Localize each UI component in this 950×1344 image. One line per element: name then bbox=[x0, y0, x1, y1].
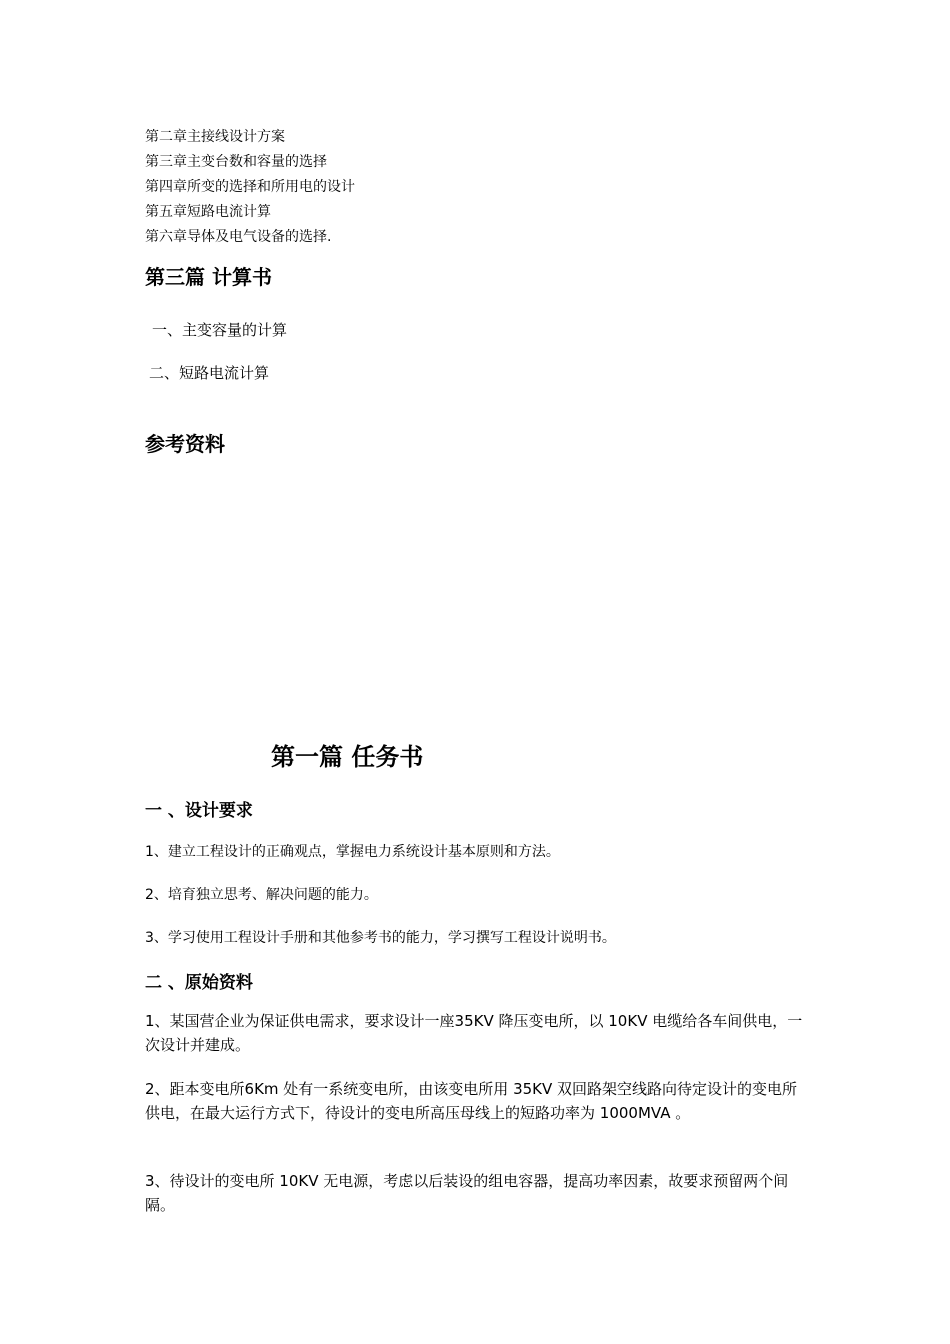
toc-chapter-num: 第四章 bbox=[145, 179, 187, 195]
references-title: 参考资料 bbox=[145, 432, 225, 456]
toc-chapter-num: 第二章 bbox=[145, 129, 187, 145]
toc-chapter-title: 主接线设计方案 bbox=[187, 129, 285, 145]
raw-data-paragraph-2: 2、距本变电所6Km 处有一系统变电所，由该变电所用 35KV 双回路架空线路向待定设计的变电所供电，在最大运行方式下，待设计的变电所高压母线上的短路功率为 1000MVA 。 bbox=[145, 1080, 798, 1122]
raw-data-paragraph-3: 3、待设计的变电所 10KV 无电源，考虑以后装设的组电容器，提高功率因素，故要求预留两个间隔。 bbox=[145, 1172, 789, 1214]
section-raw-data-heading: 二 、原始资料 bbox=[145, 973, 253, 993]
toc-chapter-num: 第五章 bbox=[145, 204, 187, 220]
toc-chapter-title: 所变的选择和所用电的设计 bbox=[187, 179, 355, 195]
toc-chapter-title: 导体及电气设备的选择. bbox=[187, 229, 332, 245]
requirement-item-1: 1、建立工程设计的正确观点，掌握电力系统设计基本原则和方法。 bbox=[145, 844, 560, 860]
toc-chapter-num: 第三章 bbox=[145, 154, 187, 170]
toc-chapter-2 bbox=[145, 127, 285, 147]
requirement-item-2: 2、培育独立思考、解决问题的能力。 bbox=[145, 887, 378, 903]
raw-data-paragraph-1: 1、某国营企业为保证供电需求，要求设计一座35KV 降压变电所，以 10KV 电缆给各车间供电，一次设计并建成。 bbox=[145, 1012, 803, 1054]
part3-title: 第三篇 计算书 bbox=[145, 265, 272, 289]
toc-chapter-6 bbox=[145, 227, 331, 247]
toc-chapter-5 bbox=[145, 202, 271, 222]
toc-chapter-4 bbox=[145, 177, 355, 197]
toc-chapter-title: 短路电流计算 bbox=[187, 204, 271, 220]
section-design-requirements-heading: 一 、设计要求 bbox=[145, 801, 253, 821]
toc-chapter-title: 主变台数和容量的选择 bbox=[187, 154, 327, 170]
task-book-title: 第一篇 任务书 bbox=[271, 743, 424, 771]
toc-chapter-num: 第六章 bbox=[145, 229, 187, 245]
toc-chapter-3 bbox=[145, 152, 327, 172]
part3-item-2: 二、短路电流计算 bbox=[149, 364, 270, 382]
requirement-item-3: 3、学习使用工程设计手册和其他参考书的能力，学习撰写工程设计说明书。 bbox=[145, 930, 616, 946]
part3-item-1: 一、主变容量的计算 bbox=[152, 321, 288, 339]
